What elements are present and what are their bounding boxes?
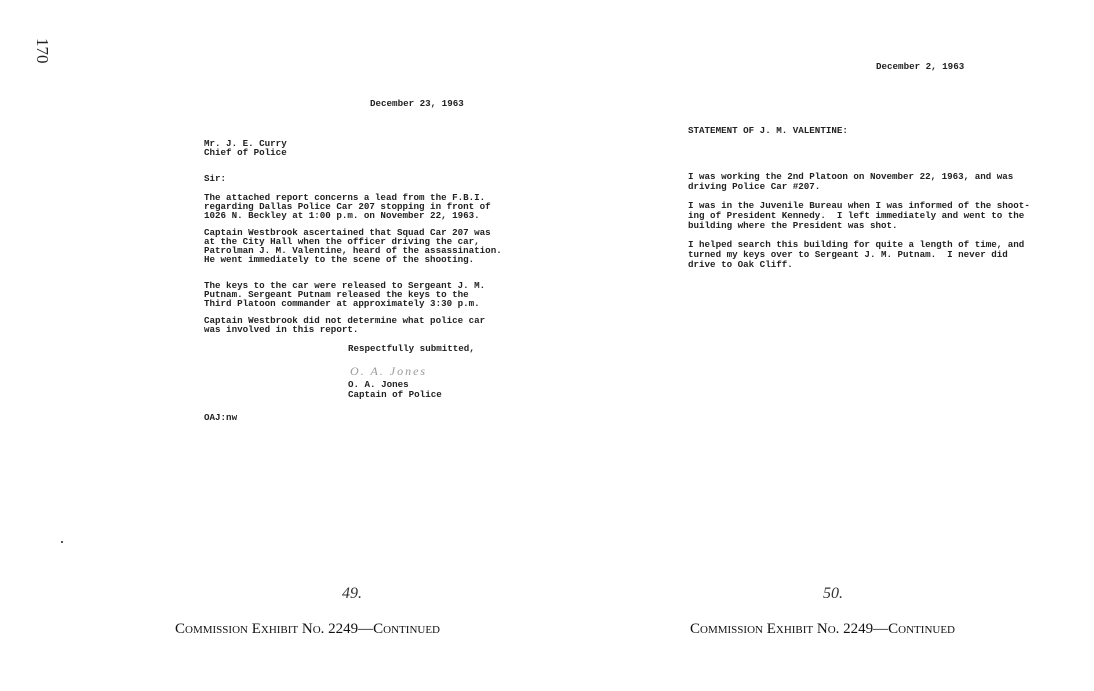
page-number: 170: [33, 38, 52, 64]
paragraph-line: Putnam. Sergeant Putnam released the keys to the: [204, 289, 469, 300]
closing: Respectfully submitted,: [348, 343, 475, 354]
paragraph-line: 1026 N. Beckley at 1:00 p.m. on November 22, 1963.: [204, 210, 480, 221]
handwritten-signature: O. A. Jones: [350, 364, 428, 378]
paragraph-line: Patrolman J. M. Valentine, heard of the assassination.: [204, 245, 502, 256]
paragraph-line: I was working the 2nd Platoon on November 22, 1963, and was: [688, 171, 1014, 182]
paragraph-line: at the City Hall when the officer driving the car,: [204, 236, 480, 247]
salutation: Sir:: [204, 173, 227, 184]
paragraph-line: drive to Oak Cliff.: [688, 259, 793, 270]
typist-initials: OAJ:nw: [204, 412, 238, 423]
paragraph-line: Captain Westbrook did not determine what police car: [204, 315, 486, 326]
paragraph-line: He went immediately to the scene of the shooting.: [204, 254, 475, 265]
statement-date: December 2, 1963: [876, 61, 965, 72]
paragraph-line: I was in the Juvenile Bureau when I was informed of the shoot-: [688, 200, 1030, 211]
signer-name: O. A. Jones: [348, 379, 409, 390]
exhibit-caption: Commission Exhibit No. 2249—Continued: [690, 621, 955, 637]
paragraph-line: building where the President was shot.: [688, 220, 898, 231]
paragraph-line: was involved in this report.: [204, 324, 359, 335]
paragraph-line: turned my keys over to Sergeant J. M. Putnam. I never did: [688, 249, 1008, 260]
paragraph-line: driving Police Car #207.: [688, 181, 821, 192]
statement-heading: STATEMENT OF J. M. VALENTINE:: [688, 125, 848, 136]
exhibit-caption: Commission Exhibit No. 2249—Continued: [175, 621, 440, 637]
letter-date: December 23, 1963: [370, 98, 464, 109]
paragraph-line: The attached report concerns a lead from the F.B.I.: [204, 192, 486, 203]
paragraph-line: Captain Westbrook ascertained that Squad Car 207 was: [204, 227, 491, 238]
paragraph-line: regarding Dallas Police Car 207 stopping in front of: [204, 201, 491, 212]
paragraph-line: Third Platoon commander at approximately 3:30 p.m.: [204, 298, 480, 309]
paragraph-line: The keys to the car were released to Sergeant J. M.: [204, 280, 486, 291]
addressee-name: Mr. J. E. Curry: [204, 138, 287, 149]
paragraph-line: ing of President Kennedy. I left immediately and went to the: [688, 210, 1025, 221]
addressee-title: Chief of Police: [204, 147, 287, 158]
handwritten-page-number: 50.: [823, 585, 843, 602]
handwritten-page-number: 49.: [342, 585, 362, 602]
scan-speck: [61, 541, 63, 543]
paragraph-line: I helped search this building for quite a length of time, and: [688, 239, 1025, 250]
signer-title: Captain of Police: [348, 389, 442, 400]
